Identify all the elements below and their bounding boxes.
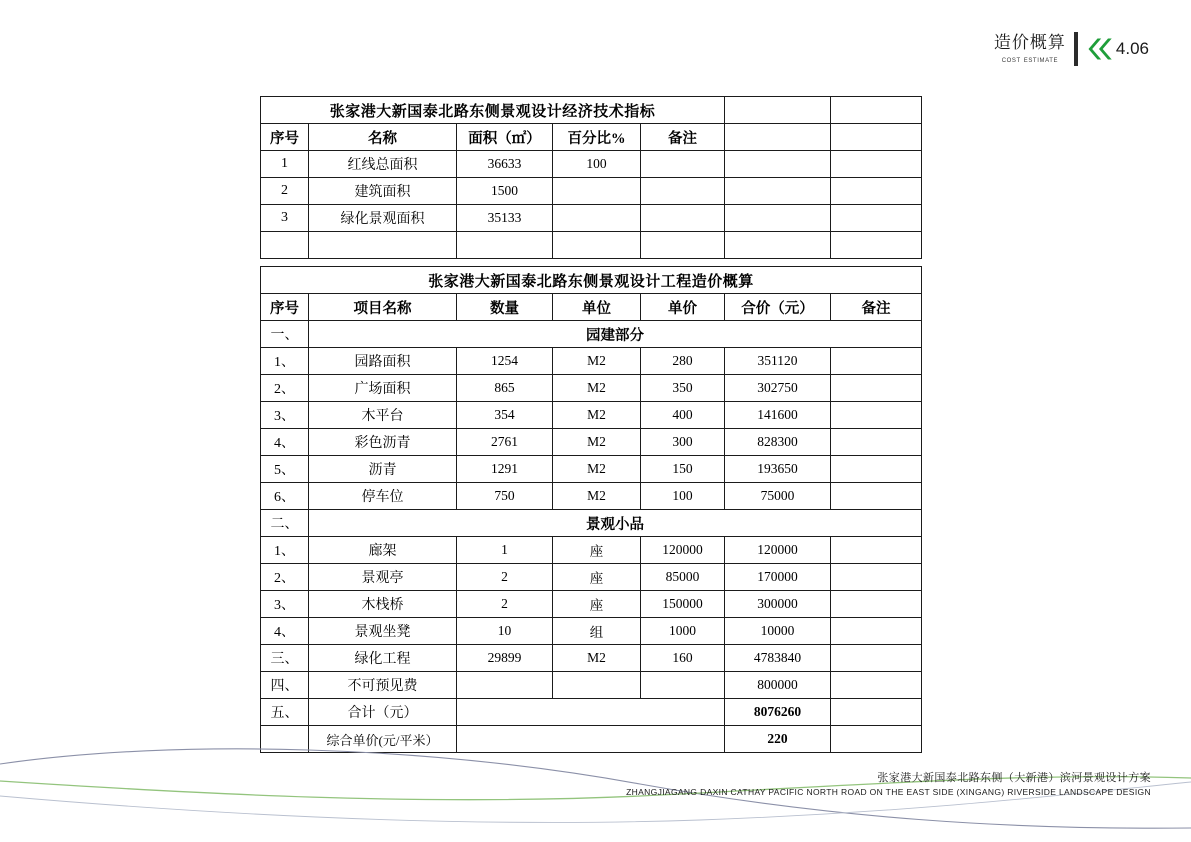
budget-cell-total: 193650 (725, 456, 831, 483)
budget-cell-unit: M2 (553, 375, 641, 402)
budget-cell-merged-span (457, 726, 725, 753)
budget-cell-merged-span (457, 699, 725, 726)
table-header-row (261, 294, 922, 321)
header-title-cn: 造价概算 (993, 33, 1066, 52)
budget-cell-note (831, 645, 922, 672)
indicators-cell-note (641, 205, 725, 232)
budget-cell-qty: 2 (457, 591, 553, 618)
budget-cell-index: 一、 (261, 321, 309, 348)
indicators-cell-area: 35133 (457, 205, 553, 232)
indicators-row-pad-2 (831, 232, 922, 259)
budget-cell-total: 75000 (725, 483, 831, 510)
budget-cell-note (831, 672, 922, 699)
budget-cell-item: 广场面积 (309, 375, 457, 402)
table-row (261, 591, 922, 618)
budget-cell-price: 150000 (641, 591, 725, 618)
budget-col-price: 单价 (641, 294, 725, 321)
budget-cell-item: 不可预见费 (309, 672, 457, 699)
budget-cell-unit: M2 (553, 429, 641, 456)
indicators-row-pad-1 (725, 232, 831, 259)
budget-cell-item: 停车位 (309, 483, 457, 510)
table-row (261, 618, 922, 645)
indicators-cell-name (309, 232, 457, 259)
budget-cell-index: 4、 (261, 429, 309, 456)
page-number: 4.06 (1115, 39, 1149, 58)
indicators-cell-percent (553, 178, 641, 205)
budget-cell-index: 2、 (261, 375, 309, 402)
footer-title-cn: 张家港大新国泰北路东侧（大新港）滨河景观设计方案 (877, 772, 1151, 784)
budget-cell-unit: 座 (553, 537, 641, 564)
indicators-cell-note (641, 232, 725, 259)
indicators-cell-note (641, 178, 725, 205)
table-row (261, 151, 922, 178)
indicators-cell-note (641, 151, 725, 178)
table-row (261, 402, 922, 429)
budget-cell-note (831, 429, 922, 456)
budget-cell-total: 141600 (725, 402, 831, 429)
budget-cell-section-name: 景观小品 (309, 510, 922, 537)
table-row (261, 672, 922, 699)
budget-cell-index: 2、 (261, 564, 309, 591)
cost-estimate-table (260, 266, 922, 753)
budget-cell-price: 400 (641, 402, 725, 429)
table-row (261, 205, 922, 232)
budget-cell-index: 3、 (261, 591, 309, 618)
budget-cell-price: 300 (641, 429, 725, 456)
budget-cell-item: 景观坐凳 (309, 618, 457, 645)
indicators-cell-area: 36633 (457, 151, 553, 178)
budget-cell-index: 5、 (261, 456, 309, 483)
budget-cell-total: 351120 (725, 348, 831, 375)
budget-cell-note (831, 483, 922, 510)
budget-col-qty: 数量 (457, 294, 553, 321)
indicators-cell-index: 1 (261, 151, 309, 178)
indicators-row-pad-1 (725, 178, 831, 205)
budget-cell-total: 170000 (725, 564, 831, 591)
budget-cell-item: 廊架 (309, 537, 457, 564)
page-header (994, 26, 1149, 72)
budget-cell-item: 园路面积 (309, 348, 457, 375)
table-section-row (261, 510, 922, 537)
indicators-title-pad-2 (831, 97, 922, 124)
budget-cell-item: 彩色沥青 (309, 429, 457, 456)
budget-cell-qty (457, 672, 553, 699)
budget-cell-index: 6、 (261, 483, 309, 510)
budget-cell-item: 综合单价(元/平米） (309, 726, 457, 753)
indicators-cell-name: 绿化景观面积 (309, 205, 457, 232)
budget-cell-index: 五、 (261, 699, 309, 726)
budget-cell-unit (553, 672, 641, 699)
budget-cell-qty: 1 (457, 537, 553, 564)
budget-cell-price: 160 (641, 645, 725, 672)
table-row (261, 645, 922, 672)
indicators-row-pad-2 (831, 205, 922, 232)
indicators-row-pad-1 (725, 151, 831, 178)
budget-cell-unit: 组 (553, 618, 641, 645)
budget-cell-qty: 10 (457, 618, 553, 645)
budget-cell-qty: 2761 (457, 429, 553, 456)
indicators-cell-percent: 100 (553, 151, 641, 178)
budget-cell-note (831, 699, 922, 726)
table-row (261, 537, 922, 564)
budget-cell-price: 350 (641, 375, 725, 402)
budget-cell-price: 100 (641, 483, 725, 510)
budget-cell-note (831, 348, 922, 375)
budget-cell-index: 1、 (261, 348, 309, 375)
table-row (261, 348, 922, 375)
budget-cell-total: 828300 (725, 429, 831, 456)
header-divider (1074, 32, 1078, 66)
budget-cell-qty: 2 (457, 564, 553, 591)
budget-cell-item: 木平台 (309, 402, 457, 429)
indicators-col-note: 备注 (641, 124, 725, 151)
table-row (261, 564, 922, 591)
indicators-header-pad-1 (725, 124, 831, 151)
budget-cell-item: 木栈桥 (309, 591, 457, 618)
budget-cell-price: 280 (641, 348, 725, 375)
indicators-cell-index (261, 232, 309, 259)
budget-cell-index: 二、 (261, 510, 309, 537)
budget-col-unit: 单位 (553, 294, 641, 321)
indicators-title-pad-1 (725, 97, 831, 124)
budget-cell-note (831, 726, 922, 753)
table-row (261, 375, 922, 402)
budget-cell-note (831, 402, 922, 429)
table-row (261, 429, 922, 456)
budget-cell-unit: M2 (553, 483, 641, 510)
indicators-col-index: 序号 (261, 124, 309, 151)
header-title-block (994, 33, 1074, 65)
budget-cell-total: 300000 (725, 591, 831, 618)
budget-cell-section-name: 园建部分 (309, 321, 922, 348)
budget-cell-note (831, 456, 922, 483)
budget-cell-total: 302750 (725, 375, 831, 402)
budget-cell-index (261, 726, 309, 753)
indicators-cell-name: 红线总面积 (309, 151, 457, 178)
budget-cell-index: 4、 (261, 618, 309, 645)
budget-cell-unit: M2 (553, 348, 641, 375)
budget-cell-index: 1、 (261, 537, 309, 564)
table-header-row (261, 124, 922, 151)
budget-cell-note (831, 375, 922, 402)
indicators-cell-percent (553, 232, 641, 259)
budget-title: 张家港大新国泰北路东侧景观设计工程造价概算 (261, 267, 922, 294)
table-row (261, 483, 922, 510)
budget-cell-total: 4783840 (725, 645, 831, 672)
budget-cell-index: 四、 (261, 672, 309, 699)
table-title-row (261, 97, 922, 124)
budget-cell-unit: M2 (553, 456, 641, 483)
budget-cell-unit: M2 (553, 645, 641, 672)
budget-cell-qty: 1291 (457, 456, 553, 483)
indicators-cell-name: 建筑面积 (309, 178, 457, 205)
budget-cell-total: 10000 (725, 618, 831, 645)
budget-cell-grand-total: 8076260 (725, 699, 831, 726)
indicators-row-pad-1 (725, 205, 831, 232)
indicators-row-pad-2 (831, 178, 922, 205)
budget-cell-price: 150 (641, 456, 725, 483)
footer-text-block (626, 771, 1151, 799)
budget-cell-index: 三、 (261, 645, 309, 672)
budget-cell-qty: 354 (457, 402, 553, 429)
table-row (261, 456, 922, 483)
indicators-cell-index: 3 (261, 205, 309, 232)
budget-cell-qty: 29899 (457, 645, 553, 672)
budget-cell-qty: 1254 (457, 348, 553, 375)
budget-cell-item: 沥青 (309, 456, 457, 483)
table-section-row (261, 321, 922, 348)
budget-cell-note (831, 591, 922, 618)
indicators-header-pad-2 (831, 124, 922, 151)
budget-cell-index: 3、 (261, 402, 309, 429)
budget-cell-unit: M2 (553, 402, 641, 429)
budget-cell-item: 绿化工程 (309, 645, 457, 672)
budget-cell-total: 120000 (725, 537, 831, 564)
budget-cell-qty: 750 (457, 483, 553, 510)
budget-col-item: 项目名称 (309, 294, 457, 321)
budget-cell-price: 85000 (641, 564, 725, 591)
indicators-title: 张家港大新国泰北路东侧景观设计经济技术指标 (261, 97, 725, 124)
table-title-row (261, 267, 922, 294)
table-row (261, 178, 922, 205)
budget-cell-price: 1000 (641, 618, 725, 645)
budget-col-total: 合价（元） (725, 294, 831, 321)
budget-col-note: 备注 (831, 294, 922, 321)
budget-cell-note (831, 618, 922, 645)
indicators-row-pad-2 (831, 151, 922, 178)
budget-cell-item: 景观亭 (309, 564, 457, 591)
budget-cell-price (641, 672, 725, 699)
indicators-cell-area: 1500 (457, 178, 553, 205)
footer-title-en: ZHANGJIAGANG DAXIN CATHAY PACIFIC NORTH ROAD ON THE EAST SIDE (XINGANG) RIVERSIDE LANDSCAPE DESIGN (626, 787, 1151, 797)
budget-cell-unit: 座 (553, 591, 641, 618)
budget-cell-item: 合计（元） (309, 699, 457, 726)
indicators-col-area: 面积（㎡） (457, 124, 553, 151)
budget-cell-note (831, 564, 922, 591)
indicators-cell-area (457, 232, 553, 259)
table-total-row (261, 726, 922, 753)
header-title-en: cost estimate (1001, 54, 1059, 64)
budget-col-index: 序号 (261, 294, 309, 321)
budget-cell-qty: 865 (457, 375, 553, 402)
budget-cell-total: 800000 (725, 672, 831, 699)
indicators-col-name: 名称 (309, 124, 457, 151)
budget-cell-price: 120000 (641, 537, 725, 564)
indicators-col-percent: 百分比% (553, 124, 641, 151)
table-total-row (261, 699, 922, 726)
budget-cell-note (831, 537, 922, 564)
indicators-cell-percent (553, 205, 641, 232)
indicators-cell-index: 2 (261, 178, 309, 205)
table-row-empty (261, 232, 922, 259)
economic-indicators-table (260, 96, 922, 259)
budget-cell-unit: 座 (553, 564, 641, 591)
budget-cell-unit-price: 220 (725, 726, 831, 753)
double-chevron-left-icon (1085, 37, 1113, 61)
